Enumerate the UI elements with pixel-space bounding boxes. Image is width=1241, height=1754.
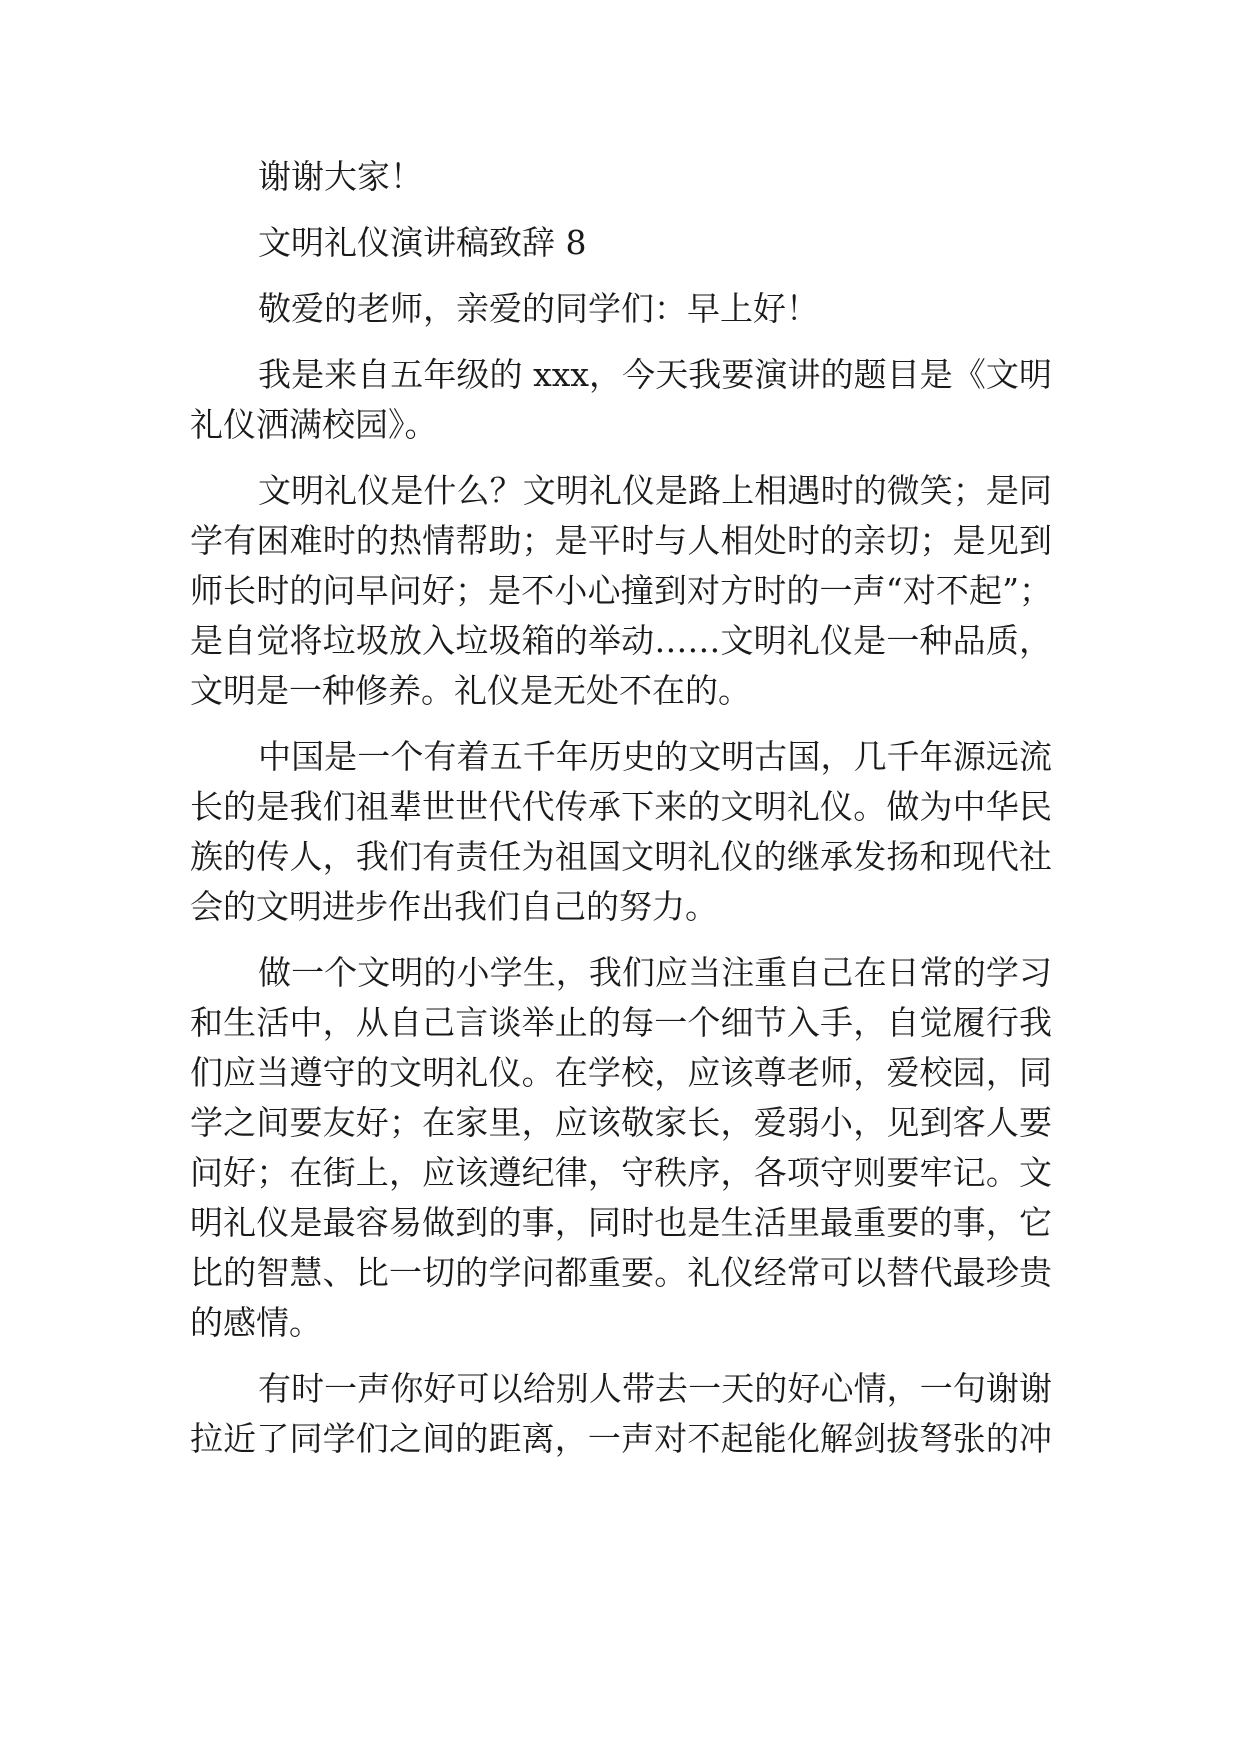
paragraph-closing-thanks — [190, 152, 1052, 202]
text-line: 文明礼仪演讲稿致辞 8 — [258, 223, 587, 262]
text-line: 拉近了同学们之间的距离，一声对不起能化解剑拔弩张的冲 — [190, 1419, 1052, 1458]
paragraph-what-is-etiquette — [190, 466, 1052, 716]
text-line: 和生活中，从自己言谈举止的每一个细节入手，自觉履行我 — [190, 1003, 1052, 1042]
text-line: 明礼仪是最容易做到的事，同时也是生活里最重要的事，它 — [190, 1203, 1052, 1242]
text-line: 有时一声你好可以给别人带去一天的好心情，一句谢谢 — [258, 1369, 1052, 1408]
paragraph-kind-words — [190, 1364, 1052, 1464]
document-body — [190, 152, 1052, 1480]
text-line: 长的是我们祖辈世世代代传承下来的文明礼仪。做为中华民 — [190, 787, 1052, 826]
text-line: 学有困难时的热情帮助；是平时与人相处时的亲切；是见到 — [190, 521, 1052, 560]
text-line: 会的文明进步作出我们自己的努力。 — [190, 887, 718, 926]
text-line: 我是来自五年级的 xxx，今天我要演讲的题目是《文明 — [258, 355, 1052, 394]
text-line: 师长时的问早问好；是不小心撞到对方时的一声“对不起”； — [190, 571, 1052, 610]
text-line: 问好；在街上，应该遵纪律，守秩序，各项守则要牢记。文 — [190, 1153, 1052, 1192]
text-line: 的感情。 — [190, 1303, 322, 1342]
text-line: 中国是一个有着五千年历史的文明古国，几千年源远流 — [258, 737, 1052, 776]
text-line: 做一个文明的小学生，我们应当注重自己在日常的学习 — [258, 953, 1052, 992]
text-line: 族的传人，我们有责任为祖国文明礼仪的继承发扬和现代社 — [190, 837, 1052, 876]
text-line: 礼仪洒满校园》。 — [190, 405, 438, 444]
section-heading — [190, 218, 1052, 268]
paragraph-civil-student — [190, 948, 1052, 1348]
paragraph-china-heritage — [190, 732, 1052, 932]
text-line: 敬爱的老师，亲爱的同学们：早上好！ — [258, 289, 819, 328]
text-line: 谢谢大家！ — [258, 157, 423, 196]
text-line: 们应当遵守的文明礼仪。在学校，应该尊老师，爱校园，同 — [190, 1053, 1052, 1092]
text-line: 比的智慧、比一切的学问都重要。礼仪经常可以替代最珍贵 — [190, 1253, 1052, 1292]
paragraph-greeting — [190, 284, 1052, 334]
text-line: 学之间要友好；在家里，应该敬家长，爱弱小，见到客人要 — [190, 1103, 1052, 1142]
paragraph-intro — [190, 350, 1052, 450]
text-line: 是自觉将垃圾放入垃圾箱的举动……文明礼仪是一种品质， — [190, 621, 1052, 660]
text-line: 文明礼仪是什么？文明礼仪是路上相遇时的微笑；是同 — [258, 471, 1052, 510]
text-line: 文明是一种修养。礼仪是无处不在的。 — [190, 671, 751, 710]
